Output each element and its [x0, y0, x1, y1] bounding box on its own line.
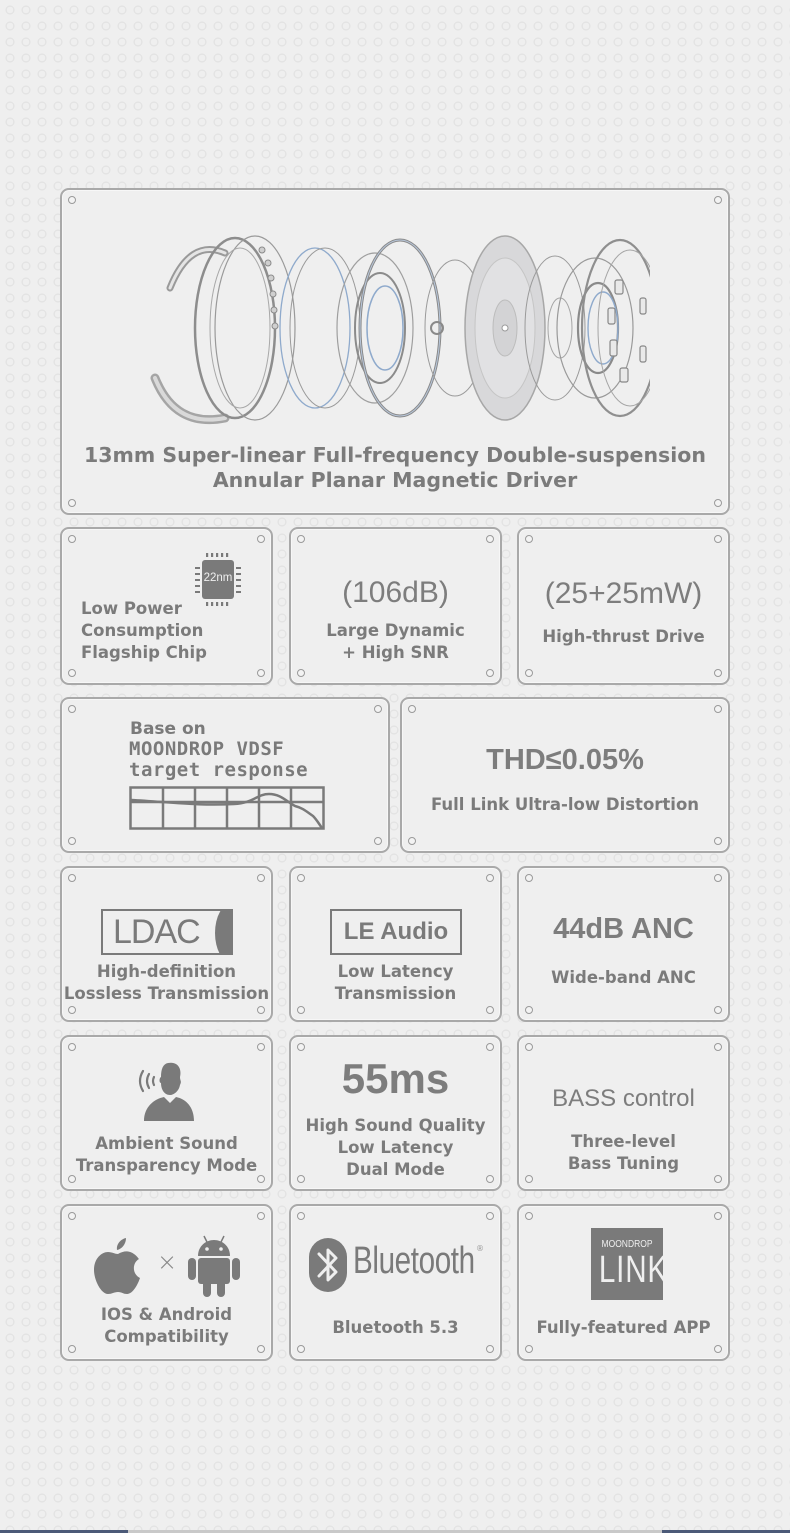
feature-latency-panel: [289, 1035, 502, 1191]
anc-value: 44dB ANC: [553, 913, 694, 945]
vdsf-line1: Base on: [130, 719, 206, 739]
ambient-line1: Ambient Sound: [95, 1134, 238, 1153]
chip-line2: Consumption: [81, 621, 204, 640]
feature-vdsf-panel: [60, 697, 390, 853]
screw-icon: [297, 1212, 305, 1220]
vdsf-line2: MOONDROP VDSF: [129, 738, 285, 760]
le-audio-logo: [330, 909, 462, 955]
feature-os-panel: [60, 1204, 273, 1361]
ldac-line2: Lossless Transmission: [63, 984, 270, 1003]
screw-icon: [297, 874, 305, 882]
screw-icon: [68, 705, 76, 713]
screw-icon: [68, 1212, 76, 1220]
os-line1: IOS & Android: [100, 1305, 233, 1324]
screw-icon: [714, 535, 722, 543]
bass-value: BASS control: [552, 1085, 695, 1112]
os-line2: Compatibility: [104, 1327, 229, 1346]
screw-icon: [257, 874, 265, 882]
feature-bass-panel: [517, 1035, 730, 1191]
chip-label: 22nm: [203, 572, 233, 584]
screw-icon: [486, 1006, 494, 1014]
thd-line1: Full Link Ultra-low Distortion: [430, 795, 700, 814]
bass-line1: Three-level: [571, 1132, 676, 1151]
screw-icon: [68, 837, 76, 845]
hero-caption-line1: 13mm Super-linear Full-frequency Double-suspension: [84, 443, 706, 467]
screw-icon: [486, 1212, 494, 1220]
app-line1: Fully-featured APP: [536, 1318, 711, 1337]
feature-dynamic-panel: [289, 527, 502, 685]
screw-icon: [486, 669, 494, 677]
moondrop-link-logo: [591, 1228, 668, 1300]
feature-bluetooth-panel: [289, 1204, 502, 1361]
le-audio-line2: Transmission: [334, 984, 457, 1003]
feature-anc-panel: [517, 866, 730, 1022]
feature-app-panel: [517, 1204, 730, 1361]
screw-icon: [714, 499, 722, 507]
screw-icon: [374, 705, 382, 713]
dynamic-line1: Large Dynamic: [326, 621, 465, 640]
screw-icon: [486, 874, 494, 882]
vdsf-line3: target response: [129, 759, 309, 781]
screw-icon: [297, 1006, 305, 1014]
screw-icon: [486, 1043, 494, 1051]
bluetooth-wordmark: Bluetooth: [353, 1240, 475, 1282]
bass-line2: Bass Tuning: [567, 1154, 680, 1173]
ldac-line1: High-definition: [96, 962, 237, 981]
screw-icon: [68, 874, 76, 882]
screw-icon: [525, 1006, 533, 1014]
screw-icon: [297, 1345, 305, 1353]
screw-icon: [714, 1006, 722, 1014]
screw-icon: [714, 669, 722, 677]
feature-drive-panel: [517, 527, 730, 685]
screw-icon: [714, 1345, 722, 1353]
latency-value: 55ms: [341, 1055, 450, 1102]
feature-chip-panel: [60, 527, 273, 685]
screw-icon: [408, 837, 416, 845]
screw-icon: [714, 1212, 722, 1220]
screw-icon: [525, 669, 533, 677]
latency-line1: High Sound Quality: [305, 1116, 486, 1135]
screw-icon: [374, 837, 382, 845]
screw-icon: [68, 499, 76, 507]
feature-ldac-panel: [60, 866, 273, 1022]
registered-mark: ®: [476, 1244, 484, 1253]
le-audio-logo-text: LE Audio: [343, 918, 449, 945]
bluetooth-line1: Bluetooth 5.3: [332, 1318, 459, 1337]
screw-icon: [257, 1212, 265, 1220]
screw-icon: [68, 535, 76, 543]
screw-icon: [257, 1043, 265, 1051]
screw-icon: [525, 1212, 533, 1220]
chip-icon: [194, 551, 244, 609]
screw-icon: [714, 874, 722, 882]
screw-icon: [297, 669, 305, 677]
hero-caption-line2: Annular Planar Magnetic Driver: [212, 468, 578, 492]
ldac-logo-text: LDAC: [113, 913, 200, 951]
chip-line3: Flagship Chip: [81, 643, 207, 662]
screw-icon: [714, 196, 722, 204]
screw-icon: [525, 1175, 533, 1183]
le-audio-line1: Low Latency: [337, 962, 454, 981]
drive-value: (25+25mW): [544, 577, 703, 610]
screw-icon: [68, 1043, 76, 1051]
logo-top-text: MOONDROP: [601, 1239, 653, 1250]
feature-ambient-panel: [60, 1035, 273, 1191]
anc-line1: Wide-band ANC: [551, 968, 696, 987]
chip-line1: Low Power: [81, 599, 182, 618]
screw-icon: [525, 874, 533, 882]
screw-icon: [257, 1006, 265, 1014]
exploded-driver-illustration: [150, 228, 650, 428]
screw-icon: [714, 837, 722, 845]
screw-icon: [68, 1006, 76, 1014]
feature-le-audio-panel: [289, 866, 502, 1022]
times-separator: ×: [157, 1248, 178, 1276]
apple-icon: [93, 1236, 143, 1296]
feature-thd-panel: [400, 697, 730, 853]
screw-icon: [714, 1043, 722, 1051]
dynamic-line2: + High SNR: [342, 643, 449, 662]
screw-icon: [257, 535, 265, 543]
screw-icon: [257, 669, 265, 677]
hero-driver-panel: [60, 188, 730, 515]
thd-value: THD≤0.05%: [486, 744, 644, 776]
screw-icon: [68, 196, 76, 204]
ldac-logo-arc: [215, 909, 233, 955]
screw-icon: [486, 1345, 494, 1353]
logo-bottom-text: LINK: [598, 1249, 668, 1291]
screw-icon: [525, 1345, 533, 1353]
person-sound-icon: [134, 1059, 200, 1121]
android-icon: [187, 1234, 241, 1298]
latency-line3: Dual Mode: [346, 1160, 445, 1179]
screw-icon: [486, 535, 494, 543]
ambient-line2: Transparency Mode: [75, 1156, 258, 1175]
screw-icon: [68, 669, 76, 677]
ldac-logo: [101, 909, 233, 955]
screw-icon: [297, 1043, 305, 1051]
screw-icon: [525, 1043, 533, 1051]
screw-icon: [297, 535, 305, 543]
bluetooth-icon: [309, 1238, 347, 1292]
latency-line2: Low Latency: [337, 1138, 454, 1157]
frequency-response-graph-icon: [129, 786, 325, 830]
drive-line1: High-thrust Drive: [542, 627, 705, 646]
screw-icon: [525, 535, 533, 543]
screw-icon: [714, 705, 722, 713]
screw-icon: [408, 705, 416, 713]
dynamic-value: (106dB): [342, 576, 449, 609]
screw-icon: [714, 1175, 722, 1183]
